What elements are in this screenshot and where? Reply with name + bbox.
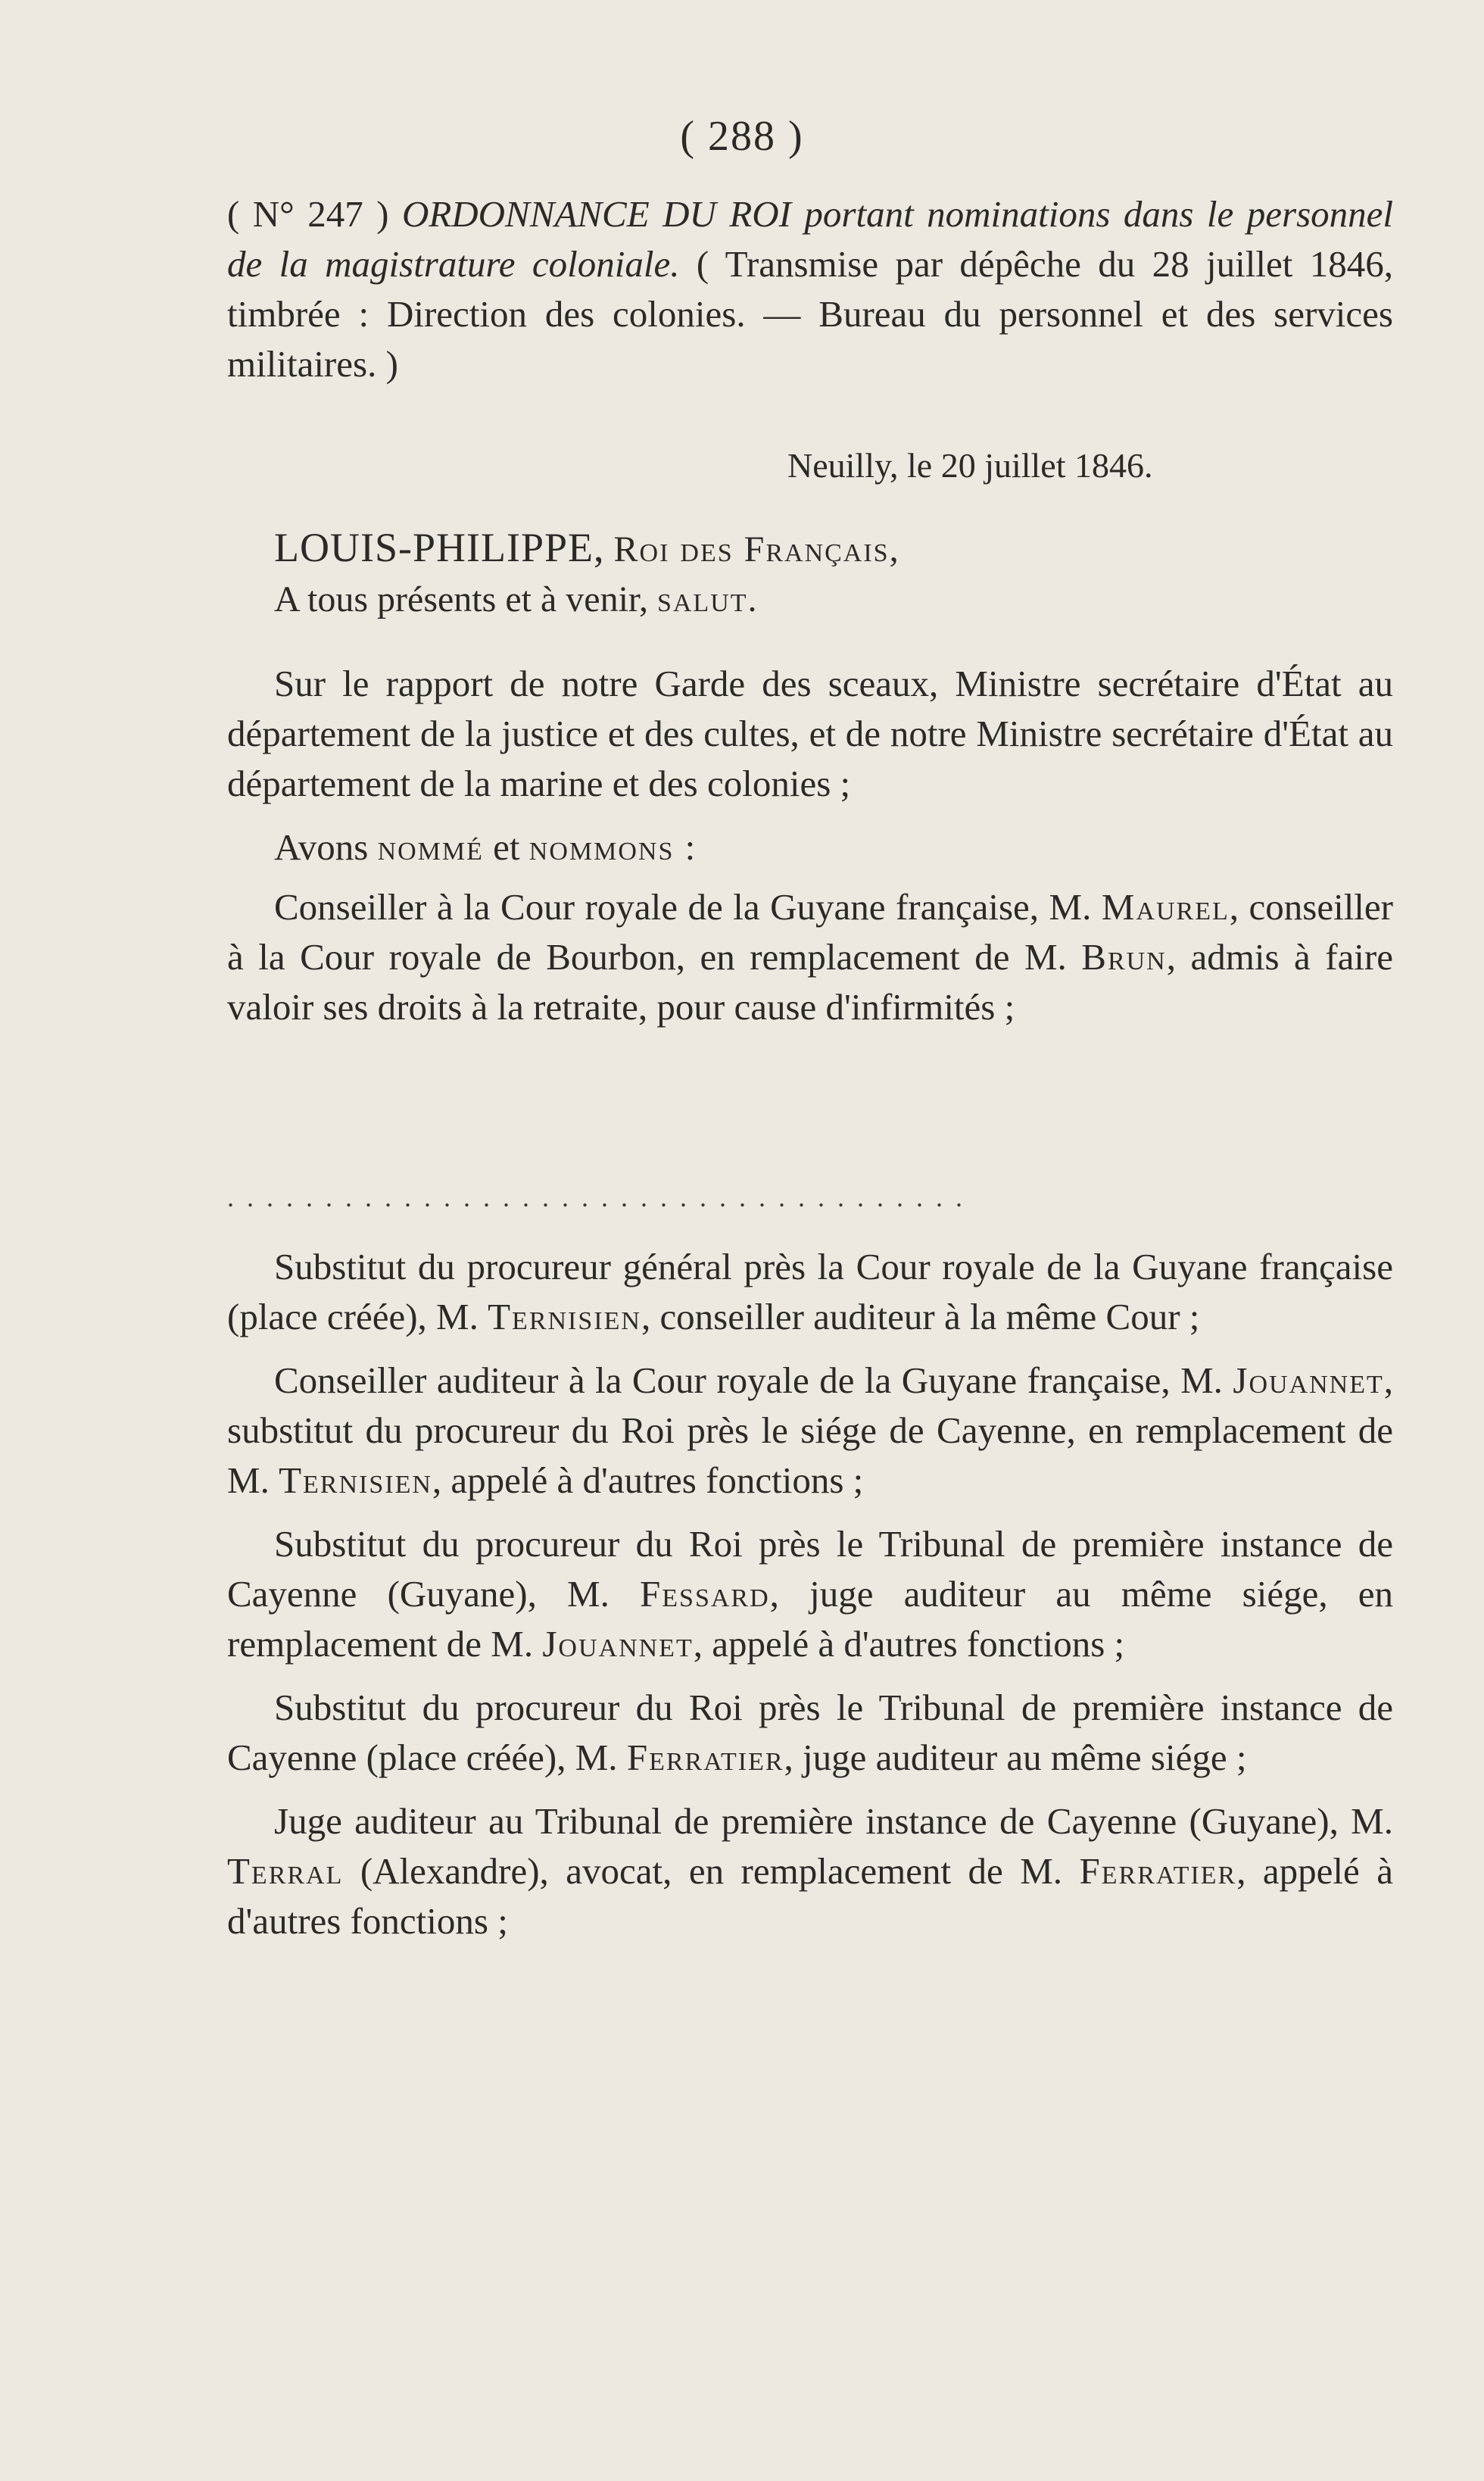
king-title: Roi des Français, bbox=[613, 529, 900, 570]
nomination-paragraph: Substitut du procureur du Roi près le Tribunal de première instance de Cayenne (Guyane), M. Fessard, juge auditeur au même siége, en remplacement de M. Jouannet, appelé à d'autres fonctions ; bbox=[227, 1523, 1393, 1665]
ordinance-title: ORDONNANCE DU ROI portant nominations dans le personnel de la magistrature coloniale. bbox=[227, 193, 1393, 285]
nominations-block-2 bbox=[227, 1242, 1393, 1960]
greeting-text: A tous présents et à venir, bbox=[274, 579, 648, 619]
nomination-paragraph: Substitut du procureur général près la Cour royale de la Guyane française (place créée), M. Ternisien, conseiller auditeur à la même Cour ; bbox=[227, 1246, 1393, 1337]
transmission-note: ( Transmise par dépêche du 28 juillet 1846, timbrée : Direction des colonies. — Bureau du personnel et des services militaires. ) bbox=[227, 243, 1393, 385]
royal-preamble bbox=[227, 523, 1393, 625]
ordinance-heading bbox=[227, 189, 1393, 389]
nomination-paragraph: Conseiller à la Cour royale de la Guyane française, M. Maurel, conseiller à la Cour royale de Bourbon, en remplacement de M. Brun, admis à faire valoir ses droits à la retraite, pour cause d'infirmités ; bbox=[227, 886, 1393, 1028]
nomination-paragraph: Substitut du procureur du Roi près le Tribunal de première instance de Cayenne (place créée), M. Ferratier, juge auditeur au même siége ; bbox=[227, 1687, 1393, 1778]
king-name: LOUIS-PHILIPPE, bbox=[274, 525, 605, 570]
page-number: ( 288 ) bbox=[680, 113, 804, 160]
nominations-block-1 bbox=[227, 882, 1393, 1046]
ordinance-number: ( N° 247 ) bbox=[227, 193, 389, 235]
place-date: Neuilly, le 20 juillet 1846. bbox=[787, 446, 1153, 485]
report-paragraph: Sur le rapport de notre Garde des sceaux, Ministre secrétaire d'État au département de la justice et des cultes, et de notre Ministre secrétaire d'État au département de la marine et des colonies ; bbox=[227, 663, 1393, 804]
nomination-paragraph: Conseiller auditeur à la Cour royale de la Guyane française, M. Jouannet, substitut du procureur du Roi près le siége de Cayenne, en remplacement de M. Ternisien, appelé à d'autres fonctions ; bbox=[227, 1359, 1393, 1501]
dotted-separator: ...................................... bbox=[227, 1182, 975, 1212]
greeting-salut: salut. bbox=[656, 579, 759, 619]
body-block-1 bbox=[227, 659, 1393, 886]
decision-line: Avons nommé et nommons : bbox=[274, 826, 697, 868]
nomination-paragraph: Juge auditeur au Tribunal de première instance de Cayenne (Guyane), M. Terral (Alexandre), avocat, en remplacement de M. Ferratier, appelé à d'autres fonctions ; bbox=[227, 1800, 1394, 1942]
